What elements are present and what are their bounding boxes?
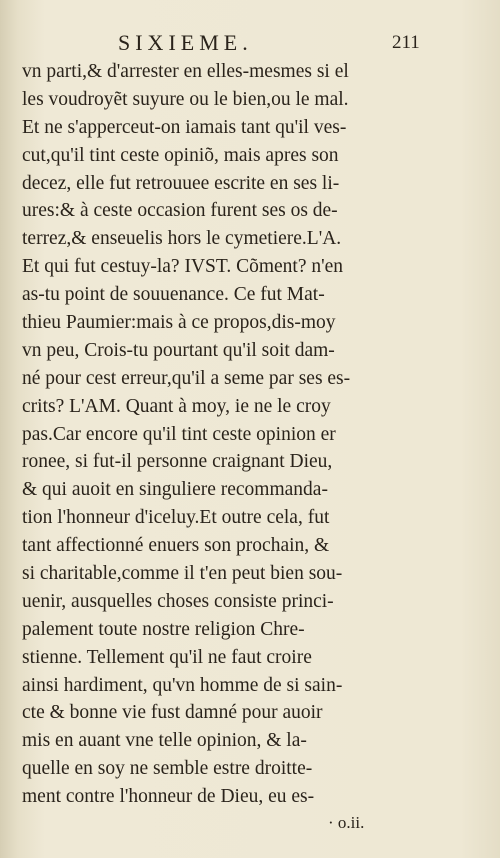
text-line: mis en auant vne telle opinion, & la-: [22, 730, 307, 752]
text-line: decez, elle fut retrouuee escrite en ses li-: [22, 172, 340, 194]
text-line: ures:& à ceste occasion furent ses os de-: [22, 200, 338, 222]
text-line: ment contre l'honneur de Dieu, eu es-: [22, 786, 315, 808]
text-line: ainsi hardiment, qu'vn homme de si sain-: [22, 674, 343, 696]
text-line: pas.Car encore qu'il tint ceste opinion er: [22, 423, 336, 445]
text-line: thieu Paumier:mais à ce propos,dis-moy: [22, 312, 336, 334]
page-header: [0, 30, 500, 60]
text-line: cut,qu'il tint ceste opiniõ, mais apres son: [22, 144, 339, 166]
signature-mark: · o.ii.: [328, 813, 365, 832]
text-line: né pour cest erreur,qu'il a seme par ses es-: [22, 367, 351, 389]
text-line: tion l'honneur d'iceluy.Et outre cela, fut: [22, 507, 330, 529]
text-line: Et ne s'apperceut-on iamais tant qu'il ves-: [22, 116, 347, 138]
text-line: terrez,& enseuelis hors le cymetiere.L'A.: [22, 228, 342, 250]
text-line: crits? L'AM. Quant à moy, ie ne le croy: [22, 395, 331, 417]
text-line: tant affectionné enuers son prochain, &: [22, 535, 330, 557]
text-line: as-tu point de souuenance. Ce fut Mat-: [22, 284, 325, 306]
text-line: Et qui fut cestuy-la? IVST. Cõment? n'en: [22, 256, 344, 278]
text-line: vn parti,& d'arrester en elles-mesmes si el: [22, 61, 349, 82]
text-line: si charitable,comme il t'en peut bien sou-: [22, 563, 343, 585]
text-line: les voudroyẽt suyure ou le bien,ou le mal.: [22, 88, 349, 110]
text-line: uenir, ausquelles choses consiste princi-: [22, 590, 334, 612]
text-line: quelle en soy ne semble estre droitte-: [22, 758, 313, 780]
text-line: vn peu, Crois-tu pourtant qu'il soit dam-: [22, 339, 335, 361]
text-line: stienne. Tellement qu'il ne faut croire: [22, 646, 312, 668]
text-line: ronee, si fut-il personne craignant Dieu,: [22, 451, 333, 473]
text-line: palement toute nostre religion Chre-: [22, 618, 305, 640]
text-line: cte & bonne vie fust damné pour auoir: [22, 702, 323, 724]
body-text: [22, 58, 440, 811]
page-number: 211: [392, 32, 420, 53]
text-line: & qui auoit en singuliere recommanda-: [22, 479, 328, 501]
running-head: SIXIEME.: [118, 30, 253, 55]
